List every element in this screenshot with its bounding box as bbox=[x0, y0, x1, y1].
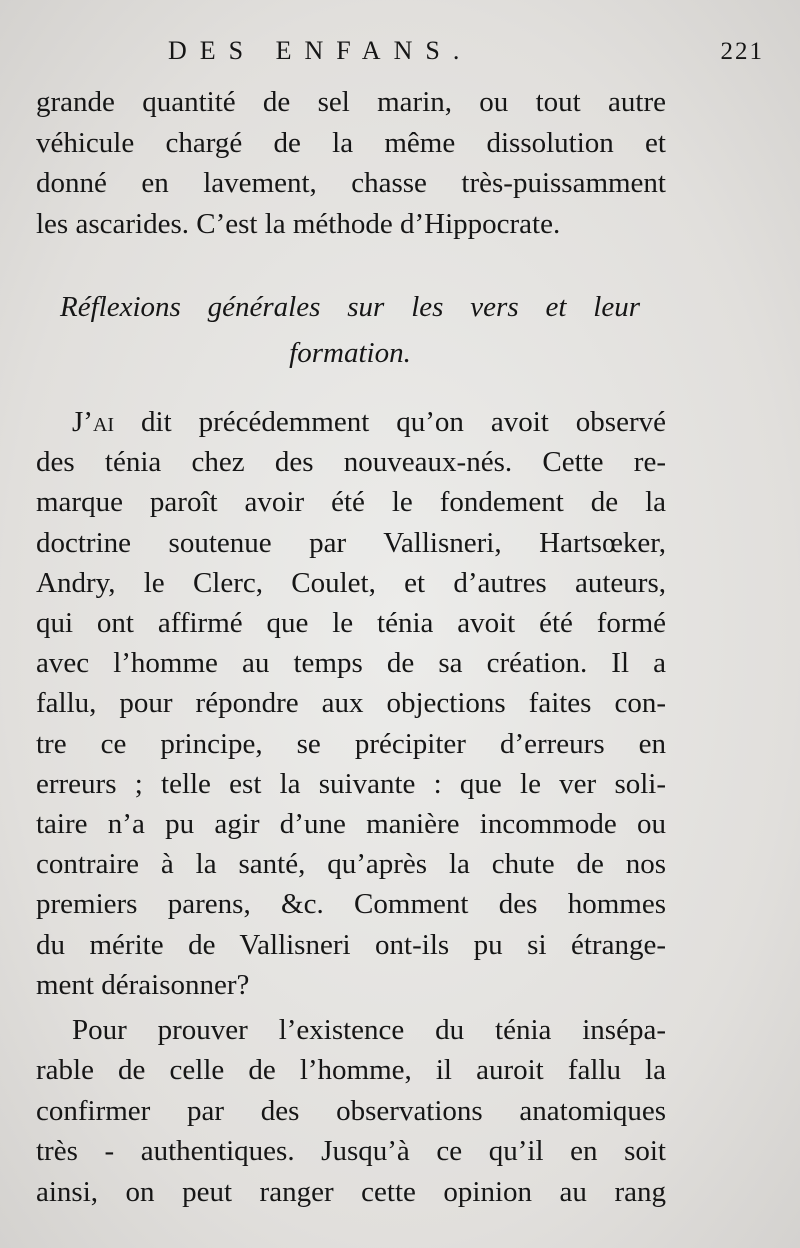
section-title bbox=[60, 284, 640, 376]
paragraph-3 bbox=[36, 1010, 666, 1212]
text-line: tre ce principe, se précipiter d’erreurs en bbox=[36, 727, 666, 760]
section-title-line-1: Réflexions générales sur les vers et leur bbox=[60, 291, 640, 323]
text-line: avec l’homme au temps de sa création. Il a bbox=[36, 647, 666, 680]
text-line: Pour prouver l’existence du ténia insépa- bbox=[72, 1014, 666, 1046]
page-number: 221 bbox=[720, 38, 764, 65]
text-line: erreurs ; telle est la suivante : que le ver soli- bbox=[36, 767, 666, 800]
running-head: DES ENFANS. bbox=[168, 36, 473, 65]
text-line: confirmer par des observations anatomiques bbox=[36, 1094, 666, 1127]
text-line: taire n’a pu agir d’une manière incommode ou bbox=[36, 808, 666, 841]
text-line: premiers parens, &c. Comment des hommes bbox=[36, 888, 666, 921]
lead-small-caps: J’ai bbox=[72, 406, 115, 438]
text-line-rest: dit précédemment qu’on avoit observé bbox=[114, 406, 666, 438]
text-line: grande quantité de sel marin, ou tout autre bbox=[36, 86, 666, 118]
text-line: véhicule chargé de la même dissolution et bbox=[36, 126, 666, 159]
text-line: des ténia chez des nouveaux-nés. Cette re- bbox=[36, 446, 666, 479]
page-header bbox=[36, 36, 764, 76]
text-line: ainsi, on peut ranger cette opinion au rang bbox=[36, 1175, 666, 1208]
text-line: fallu, pour répondre aux objections faites con- bbox=[36, 687, 666, 720]
text-line: qui ont affirmé que le ténia avoit été formé bbox=[36, 607, 666, 640]
text-line: du mérite de Vallisneri ont-ils pu si étrange- bbox=[36, 928, 666, 961]
paragraph-2 bbox=[36, 402, 666, 1005]
text-line: contraire à la santé, qu’après la chute de nos bbox=[36, 848, 666, 881]
text-line: les ascarides. C’est la méthode d’Hippocrate. bbox=[36, 207, 561, 240]
section-title-line-2: formation. bbox=[289, 337, 411, 369]
text-line: ment déraisonner? bbox=[36, 968, 250, 1001]
text-line: donné en lavement, chasse très-puissamment bbox=[36, 167, 666, 200]
text-line: marque paroît avoir été le fondement de la bbox=[36, 486, 666, 519]
paragraph-1 bbox=[36, 82, 666, 244]
text-line: doctrine soutenue par Vallisneri, Hartsœker, bbox=[36, 526, 666, 559]
text-line: Andry, le Clerc, Coulet, et d’autres auteurs, bbox=[36, 566, 666, 599]
text-line bbox=[36, 402, 666, 442]
text-line: rable de celle de l’homme, il auroit fallu la bbox=[36, 1054, 666, 1087]
text-line: très - authentiques. Jusqu’à ce qu’il en soit bbox=[36, 1135, 666, 1168]
